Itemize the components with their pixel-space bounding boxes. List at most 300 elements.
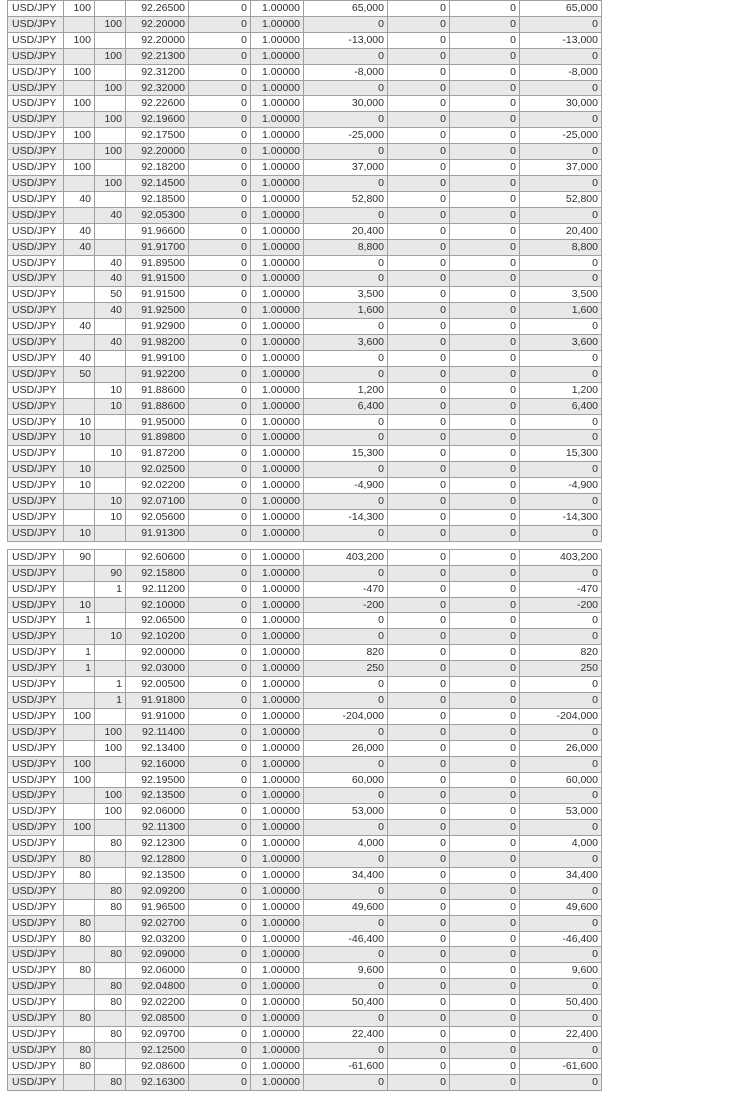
cell-pair: USD/JPY <box>8 581 64 597</box>
table-row[interactable] <box>8 581 602 597</box>
cell-qty-a: 50 <box>64 366 95 382</box>
table-row[interactable] <box>8 804 602 820</box>
table-row[interactable] <box>8 963 602 979</box>
cell-amount-total: 0 <box>520 1042 602 1058</box>
cell-value-2: 0 <box>388 16 450 32</box>
cell-qty-b: 1 <box>95 677 126 693</box>
cell-qty-a <box>64 788 95 804</box>
cell-price: 92.20000 <box>126 16 189 32</box>
cell-amount-total: 15,300 <box>520 446 602 462</box>
cell-value-3: 0 <box>450 915 520 931</box>
cell-qty-b: 100 <box>95 175 126 191</box>
cell-value-3: 0 <box>450 64 520 80</box>
cell-value-3: 0 <box>450 629 520 645</box>
cell-value-2: 0 <box>388 96 450 112</box>
table-row[interactable] <box>8 708 602 724</box>
cell-amount: 30,000 <box>304 96 388 112</box>
cell-amount: 20,400 <box>304 223 388 239</box>
table-row[interactable] <box>8 661 602 677</box>
cell-pair: USD/JPY <box>8 64 64 80</box>
cell-amount: 0 <box>304 494 388 510</box>
table-row[interactable] <box>8 629 602 645</box>
cell-amount-total: 0 <box>520 1074 602 1090</box>
cell-price: 92.02700 <box>126 915 189 931</box>
cell-amount-total: 250 <box>520 661 602 677</box>
cell-rate: 1.00000 <box>251 414 304 430</box>
cell-qty-b <box>95 96 126 112</box>
table-row[interactable] <box>8 160 602 176</box>
table-row[interactable] <box>8 80 602 96</box>
cell-qty-a: 80 <box>64 867 95 883</box>
cell-value-2: 0 <box>388 677 450 693</box>
table-row[interactable] <box>8 128 602 144</box>
cell-amount: -46,400 <box>304 931 388 947</box>
table-row[interactable] <box>8 32 602 48</box>
table-row[interactable] <box>8 1042 602 1058</box>
table-row[interactable] <box>8 16 602 32</box>
cell-qty-b: 80 <box>95 899 126 915</box>
cell-value-2: 0 <box>388 788 450 804</box>
cell-value-2: 0 <box>388 32 450 48</box>
cell-value-2: 0 <box>388 852 450 868</box>
cell-value-3: 0 <box>450 144 520 160</box>
cell-value-3: 0 <box>450 581 520 597</box>
table-row[interactable] <box>8 207 602 223</box>
cell-pair: USD/JPY <box>8 899 64 915</box>
table-row[interactable] <box>8 613 602 629</box>
table-row[interactable] <box>8 446 602 462</box>
table-row[interactable] <box>8 1058 602 1074</box>
cell-rate: 1.00000 <box>251 494 304 510</box>
table-row[interactable] <box>8 96 602 112</box>
cell-price: 92.02200 <box>126 995 189 1011</box>
cell-value-3: 0 <box>450 1 520 17</box>
cell-rate: 1.00000 <box>251 549 304 565</box>
cell-pair: USD/JPY <box>8 613 64 629</box>
cell-pair: USD/JPY <box>8 597 64 613</box>
cell-amount: 1,600 <box>304 303 388 319</box>
cell-qty-a: 40 <box>64 239 95 255</box>
cell-pair: USD/JPY <box>8 144 64 160</box>
cell-value-1: 0 <box>189 867 251 883</box>
cell-pair: USD/JPY <box>8 915 64 931</box>
cell-qty-b <box>95 350 126 366</box>
cell-value-1: 0 <box>189 303 251 319</box>
cell-amount-total: 0 <box>520 207 602 223</box>
table-row[interactable] <box>8 335 602 351</box>
cell-value-3: 0 <box>450 128 520 144</box>
table-row[interactable] <box>8 788 602 804</box>
table-row[interactable] <box>8 565 602 581</box>
table-row[interactable] <box>8 112 602 128</box>
cell-pair: USD/JPY <box>8 271 64 287</box>
cell-amount: 65,000 <box>304 1 388 17</box>
cell-pair: USD/JPY <box>8 223 64 239</box>
cell-qty-b <box>95 160 126 176</box>
cell-value-2: 0 <box>388 239 450 255</box>
cell-value-3: 0 <box>450 565 520 581</box>
cell-value-1: 0 <box>189 645 251 661</box>
cell-value-2: 0 <box>388 565 450 581</box>
cell-qty-a: 100 <box>64 772 95 788</box>
cell-value-2: 0 <box>388 1 450 17</box>
cell-rate: 1.00000 <box>251 525 304 541</box>
cell-value-2: 0 <box>388 144 450 160</box>
cell-value-3: 0 <box>450 239 520 255</box>
cell-price: 91.92500 <box>126 303 189 319</box>
cell-value-2: 0 <box>388 963 450 979</box>
cell-price: 91.91000 <box>126 708 189 724</box>
cell-price: 92.12800 <box>126 852 189 868</box>
cell-amount-total: 52,800 <box>520 191 602 207</box>
table-row[interactable] <box>8 1027 602 1043</box>
table-row[interactable] <box>8 223 602 239</box>
table-row[interactable] <box>8 597 602 613</box>
cell-qty-b: 80 <box>95 947 126 963</box>
cell-value-3: 0 <box>450 1042 520 1058</box>
cell-value-2: 0 <box>388 525 450 541</box>
cell-amount: 0 <box>304 724 388 740</box>
cell-price: 91.96500 <box>126 899 189 915</box>
cell-amount: 0 <box>304 947 388 963</box>
cell-amount-total: -61,600 <box>520 1058 602 1074</box>
table-row[interactable] <box>8 883 602 899</box>
table-row[interactable] <box>8 430 602 446</box>
cell-price: 92.19500 <box>126 772 189 788</box>
cell-amount: 0 <box>304 1011 388 1027</box>
cell-amount: -61,600 <box>304 1058 388 1074</box>
cell-value-1: 0 <box>189 899 251 915</box>
cell-value-2: 0 <box>388 1058 450 1074</box>
table-row[interactable] <box>8 271 602 287</box>
cell-qty-b: 80 <box>95 1074 126 1090</box>
table-row[interactable] <box>8 549 602 565</box>
table-row[interactable] <box>8 510 602 526</box>
cell-rate: 1.00000 <box>251 303 304 319</box>
cell-value-2: 0 <box>388 494 450 510</box>
table-row[interactable] <box>8 772 602 788</box>
cell-rate: 1.00000 <box>251 708 304 724</box>
cell-value-1: 0 <box>189 1011 251 1027</box>
table-row[interactable] <box>8 836 602 852</box>
cell-value-1: 0 <box>189 255 251 271</box>
table-row[interactable] <box>8 350 602 366</box>
cell-pair: USD/JPY <box>8 931 64 947</box>
cell-value-2: 0 <box>388 366 450 382</box>
table-row[interactable] <box>8 478 602 494</box>
cell-amount-total: -25,000 <box>520 128 602 144</box>
cell-pair: USD/JPY <box>8 239 64 255</box>
table-row[interactable] <box>8 852 602 868</box>
cell-qty-b <box>95 772 126 788</box>
cell-amount: 8,800 <box>304 239 388 255</box>
cell-value-3: 0 <box>450 160 520 176</box>
cell-value-2: 0 <box>388 867 450 883</box>
cell-qty-a <box>64 629 95 645</box>
cell-amount-total: -470 <box>520 581 602 597</box>
cell-qty-b <box>95 223 126 239</box>
cell-qty-b <box>95 414 126 430</box>
cell-pair: USD/JPY <box>8 565 64 581</box>
table-row[interactable] <box>8 366 602 382</box>
cell-qty-b <box>95 708 126 724</box>
cell-qty-a <box>64 80 95 96</box>
cell-value-3: 0 <box>450 677 520 693</box>
cell-price: 91.95000 <box>126 414 189 430</box>
table-row[interactable] <box>8 239 602 255</box>
cell-price: 91.92900 <box>126 319 189 335</box>
cell-amount: 0 <box>304 112 388 128</box>
cell-qty-a <box>64 271 95 287</box>
cell-qty-b: 10 <box>95 398 126 414</box>
cell-value-1: 0 <box>189 740 251 756</box>
cell-value-2: 0 <box>388 430 450 446</box>
cell-qty-b: 100 <box>95 788 126 804</box>
cell-value-3: 0 <box>450 96 520 112</box>
table-row[interactable] <box>8 462 602 478</box>
cell-qty-b: 10 <box>95 494 126 510</box>
cell-qty-a: 1 <box>64 661 95 677</box>
cell-value-3: 0 <box>450 804 520 820</box>
cell-qty-b <box>95 366 126 382</box>
table-row[interactable] <box>8 144 602 160</box>
cell-amount-total: 0 <box>520 319 602 335</box>
cell-qty-b <box>95 525 126 541</box>
cell-qty-b: 100 <box>95 804 126 820</box>
cell-value-1: 0 <box>189 963 251 979</box>
table-row[interactable] <box>8 382 602 398</box>
cell-price: 92.05600 <box>126 510 189 526</box>
cell-value-1: 0 <box>189 788 251 804</box>
cell-qty-a: 100 <box>64 708 95 724</box>
cell-value-1: 0 <box>189 756 251 772</box>
cell-rate: 1.00000 <box>251 350 304 366</box>
cell-amount: 0 <box>304 1074 388 1090</box>
cell-amount: 52,800 <box>304 191 388 207</box>
table-row[interactable] <box>8 319 602 335</box>
cell-value-3: 0 <box>450 191 520 207</box>
table-row[interactable] <box>8 48 602 64</box>
table-row[interactable] <box>8 287 602 303</box>
cell-qty-a: 10 <box>64 597 95 613</box>
cell-qty-a: 80 <box>64 915 95 931</box>
cell-qty-b <box>95 478 126 494</box>
cell-value-3: 0 <box>450 366 520 382</box>
cell-value-1: 0 <box>189 1074 251 1090</box>
cell-amount-total: 1,600 <box>520 303 602 319</box>
cell-amount-total: 0 <box>520 724 602 740</box>
cell-amount-total: 0 <box>520 366 602 382</box>
cell-value-1: 0 <box>189 597 251 613</box>
table-row[interactable] <box>8 931 602 947</box>
cell-pair: USD/JPY <box>8 32 64 48</box>
cell-rate: 1.00000 <box>251 255 304 271</box>
cell-value-2: 0 <box>388 995 450 1011</box>
table-row[interactable] <box>8 191 602 207</box>
cell-qty-b <box>95 64 126 80</box>
cell-value-1: 0 <box>189 112 251 128</box>
cell-qty-a <box>64 398 95 414</box>
table-row[interactable] <box>8 1 602 17</box>
cell-price: 92.06500 <box>126 613 189 629</box>
cell-rate: 1.00000 <box>251 804 304 820</box>
cell-rate: 1.00000 <box>251 430 304 446</box>
cell-qty-a: 80 <box>64 1011 95 1027</box>
cell-rate: 1.00000 <box>251 915 304 931</box>
cell-value-3: 0 <box>450 692 520 708</box>
cell-amount: 0 <box>304 565 388 581</box>
cell-value-1: 0 <box>189 661 251 677</box>
cell-value-1: 0 <box>189 191 251 207</box>
cell-qty-a: 40 <box>64 223 95 239</box>
cell-pair: USD/JPY <box>8 478 64 494</box>
cell-amount: 50,400 <box>304 995 388 1011</box>
cell-qty-b <box>95 613 126 629</box>
cell-amount: 0 <box>304 756 388 772</box>
table-row[interactable] <box>8 899 602 915</box>
cell-price: 92.11300 <box>126 820 189 836</box>
cell-pair: USD/JPY <box>8 995 64 1011</box>
table-row[interactable] <box>8 692 602 708</box>
cell-qty-a <box>64 1027 95 1043</box>
cell-amount-total: 0 <box>520 414 602 430</box>
cell-value-2: 0 <box>388 629 450 645</box>
cell-qty-b: 100 <box>95 724 126 740</box>
cell-value-1: 0 <box>189 947 251 963</box>
cell-value-1: 0 <box>189 852 251 868</box>
cell-value-2: 0 <box>388 271 450 287</box>
table-row[interactable] <box>8 645 602 661</box>
cell-amount-total: -14,300 <box>520 510 602 526</box>
cell-amount-total: 49,600 <box>520 899 602 915</box>
cell-price: 92.02200 <box>126 478 189 494</box>
cell-rate: 1.00000 <box>251 899 304 915</box>
cell-price: 92.04800 <box>126 979 189 995</box>
cell-pair: USD/JPY <box>8 160 64 176</box>
table-row[interactable] <box>8 398 602 414</box>
cell-value-1: 0 <box>189 804 251 820</box>
cell-value-3: 0 <box>450 16 520 32</box>
cell-value-1: 0 <box>189 677 251 693</box>
cell-amount-total: 0 <box>520 175 602 191</box>
cell-qty-a: 1 <box>64 645 95 661</box>
cell-qty-b <box>95 645 126 661</box>
cell-value-2: 0 <box>388 462 450 478</box>
cell-rate: 1.00000 <box>251 32 304 48</box>
cell-pair: USD/JPY <box>8 677 64 693</box>
cell-value-1: 0 <box>189 144 251 160</box>
cell-value-1: 0 <box>189 1058 251 1074</box>
table-row[interactable] <box>8 414 602 430</box>
cell-qty-a: 10 <box>64 430 95 446</box>
cell-qty-b <box>95 462 126 478</box>
cell-value-3: 0 <box>450 80 520 96</box>
cell-value-3: 0 <box>450 836 520 852</box>
table-row[interactable] <box>8 979 602 995</box>
cell-price: 91.99100 <box>126 350 189 366</box>
cell-qty-b: 80 <box>95 979 126 995</box>
cell-value-1: 0 <box>189 820 251 836</box>
cell-amount-total: 0 <box>520 112 602 128</box>
table-row[interactable] <box>8 303 602 319</box>
table-row[interactable] <box>8 175 602 191</box>
cell-amount: 0 <box>304 1042 388 1058</box>
table-row[interactable] <box>8 1074 602 1090</box>
cell-amount-total: 0 <box>520 271 602 287</box>
cell-price: 91.87200 <box>126 446 189 462</box>
cell-price: 92.13500 <box>126 788 189 804</box>
cell-amount-total: -4,900 <box>520 478 602 494</box>
cell-amount: -8,000 <box>304 64 388 80</box>
cell-value-1: 0 <box>189 979 251 995</box>
cell-value-2: 0 <box>388 979 450 995</box>
table-row[interactable] <box>8 867 602 883</box>
cell-qty-a: 40 <box>64 350 95 366</box>
cell-price: 92.60600 <box>126 549 189 565</box>
table-row[interactable] <box>8 756 602 772</box>
table-row[interactable] <box>8 255 602 271</box>
cell-rate: 1.00000 <box>251 661 304 677</box>
cell-value-3: 0 <box>450 382 520 398</box>
cell-value-1: 0 <box>189 80 251 96</box>
cell-qty-a <box>64 979 95 995</box>
cell-price: 92.20000 <box>126 32 189 48</box>
cell-rate: 1.00000 <box>251 335 304 351</box>
cell-value-1: 0 <box>189 319 251 335</box>
cell-rate: 1.00000 <box>251 462 304 478</box>
cell-pair: USD/JPY <box>8 820 64 836</box>
cell-value-3: 0 <box>450 867 520 883</box>
cell-rate: 1.00000 <box>251 963 304 979</box>
cell-pair: USD/JPY <box>8 48 64 64</box>
cell-rate: 1.00000 <box>251 740 304 756</box>
cell-rate: 1.00000 <box>251 597 304 613</box>
cell-rate: 1.00000 <box>251 319 304 335</box>
cell-price: 92.03000 <box>126 661 189 677</box>
table-row[interactable] <box>8 995 602 1011</box>
table-row[interactable] <box>8 677 602 693</box>
cell-value-3: 0 <box>450 724 520 740</box>
table-row[interactable] <box>8 740 602 756</box>
cell-qty-a <box>64 883 95 899</box>
cell-value-1: 0 <box>189 366 251 382</box>
table-row[interactable] <box>8 494 602 510</box>
cell-rate: 1.00000 <box>251 645 304 661</box>
cell-value-2: 0 <box>388 319 450 335</box>
cell-value-3: 0 <box>450 772 520 788</box>
table-row[interactable] <box>8 1011 602 1027</box>
table-row[interactable] <box>8 525 602 541</box>
table-row[interactable] <box>8 64 602 80</box>
table-row[interactable] <box>8 915 602 931</box>
cell-qty-b <box>95 963 126 979</box>
table-row[interactable] <box>8 820 602 836</box>
cell-price: 91.91500 <box>126 271 189 287</box>
table-row[interactable] <box>8 947 602 963</box>
cell-qty-a <box>64 565 95 581</box>
cell-amount-total: 0 <box>520 525 602 541</box>
cell-rate: 1.00000 <box>251 867 304 883</box>
cell-value-2: 0 <box>388 446 450 462</box>
cell-amount-total: -8,000 <box>520 64 602 80</box>
cell-price: 92.11200 <box>126 581 189 597</box>
cell-price: 91.91500 <box>126 287 189 303</box>
cell-amount: -204,000 <box>304 708 388 724</box>
cell-value-3: 0 <box>450 820 520 836</box>
cell-pair: USD/JPY <box>8 772 64 788</box>
table-row[interactable] <box>8 724 602 740</box>
cell-amount-total: -13,000 <box>520 32 602 48</box>
